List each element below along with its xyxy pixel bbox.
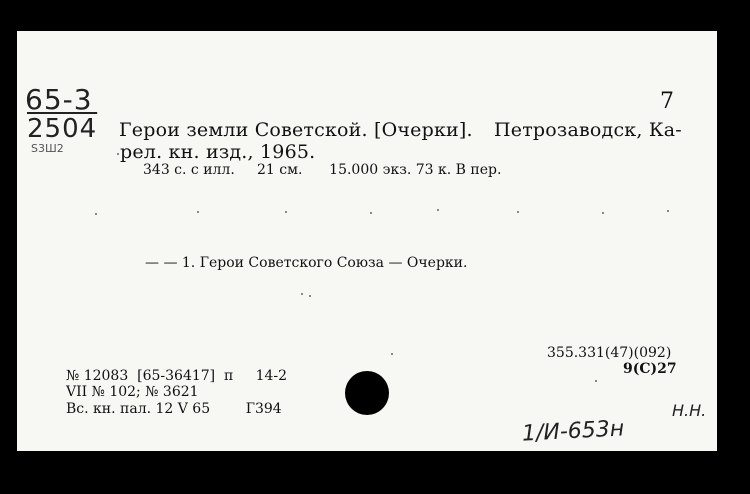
handwritten-code-mid: 2504 <box>27 114 98 144</box>
handwritten-code-top: 65-3 <box>25 83 93 116</box>
scan-speck <box>602 212 604 214</box>
handwritten-shelf-note: 1/И-653н <box>521 416 625 447</box>
classification-number-2: 9(С)27 <box>623 361 677 377</box>
scan-speck <box>197 211 199 213</box>
scan-speck <box>370 212 372 214</box>
scan-speck <box>517 211 519 213</box>
title-place: Петрозаводск, Ка- <box>494 119 682 141</box>
punch-hole <box>345 371 389 415</box>
physical-description: 343 с. с илл. 21 см. 15.000 экз. 73 к. В пер. <box>143 162 502 178</box>
title-line-2: рел. кн. изд., 1965. <box>120 141 316 163</box>
card-number: 7 <box>660 89 675 114</box>
scan-speck <box>301 293 303 295</box>
scan-speck <box>437 209 439 211</box>
scan-speck <box>117 153 119 155</box>
subject-heading: — — 1. Герои Советского Союза — Очерки. <box>145 255 468 271</box>
record-line-1: № 12083 [65-36417] п 14-2 <box>66 368 288 384</box>
scan-speck <box>595 380 597 382</box>
scan-speck <box>309 295 311 297</box>
record-line-2: VII № 102; № 3621 <box>66 384 199 400</box>
handwritten-initials: Н.Н. <box>672 401 707 420</box>
scan-speck <box>667 210 669 212</box>
scan-speck <box>95 213 97 215</box>
scan-speck <box>391 353 393 355</box>
record-line-3: Вс. кн. пал. 12 V 65 Г394 <box>66 401 282 417</box>
handwritten-code-small: Ѕ3Ш2 <box>31 142 64 155</box>
scan-speck <box>285 211 287 213</box>
title-line-1: Герои земли Советской. [Очерки]. <box>119 119 473 141</box>
catalog-card <box>17 31 717 451</box>
classification-number: 355.331(47)(092) <box>547 345 672 361</box>
